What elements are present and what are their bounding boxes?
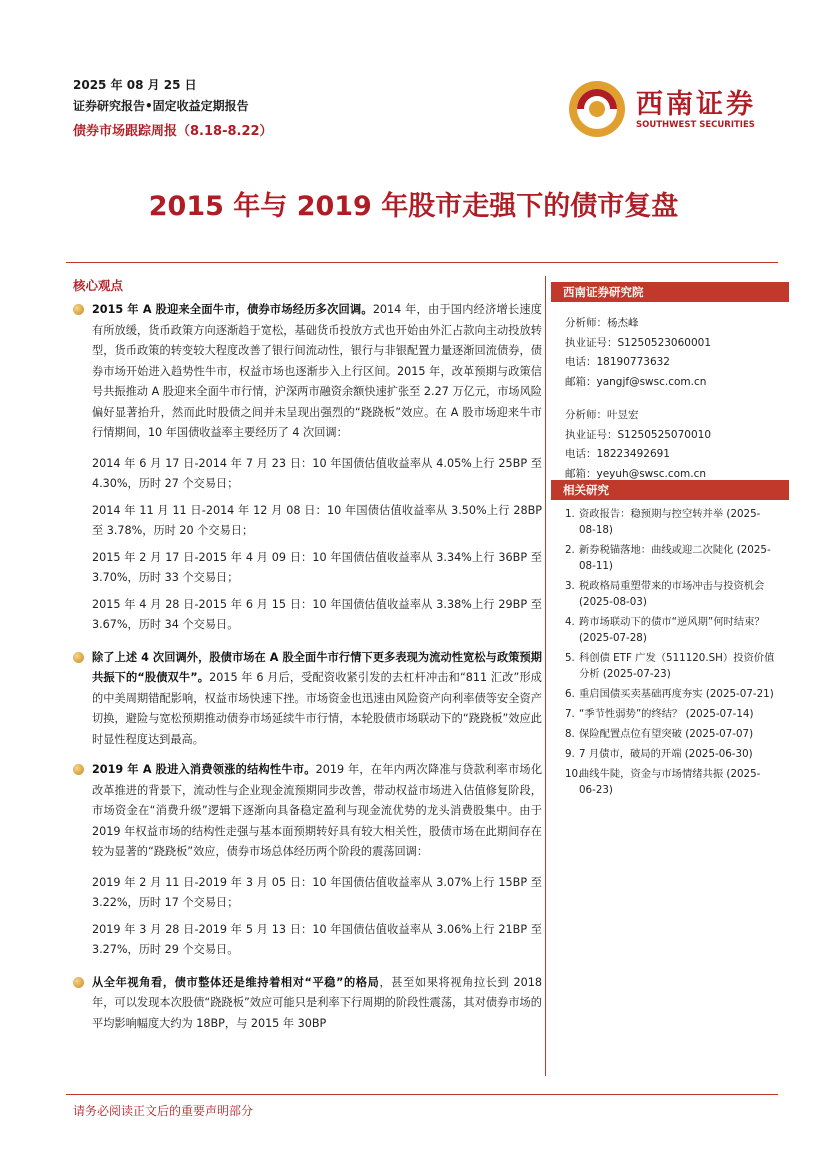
- related-item-number: 2.: [565, 544, 575, 556]
- related-item-number: 3.: [565, 580, 575, 592]
- related-item-number: 10.: [565, 768, 582, 780]
- related-item[interactable]: [565, 746, 777, 762]
- footer-divider: [66, 1094, 778, 1095]
- sub-item: 2019 年 2 月 11 日-2019 年 3 月 05 日：10 年国债估值收益率从 3.07%上行 15BP 至 3.22%，历时 17 个交易日；: [92, 875, 542, 909]
- sub-item: 2014 年 6 月 17 日-2014 年 7 月 23 日：10 年国债估值收益率从 4.05%上行 25BP 至 4.30%，历时 27 个交易日；: [92, 456, 542, 490]
- paragraph-body: 2019 年，在年内两次降准与贷款利率市场化改革推进的背景下，流动性与企业现金流预期同步改善，带动权益市场进入估值修复阶段，市场资金在“消费升级”逻辑下逐渐向具备稳定盈利与现金流优势的龙头消费股集中。由于 2019 年权益市场的结构性走强与基本面预期转好具有较大相关性，股债市场在此期间存在较为显著的“跷跷板”效应，债券市场总体经历两个阶段的震荡回调：: [92, 763, 543, 858]
- core-viewpoint-heading: 核心观点: [73, 278, 124, 293]
- paragraph-full-year: [70, 973, 542, 1035]
- related-item[interactable]: [565, 578, 777, 610]
- related-item[interactable]: [565, 686, 777, 702]
- company-logo: [566, 78, 766, 140]
- related-item-number: 7.: [565, 708, 575, 720]
- logo-emblem-icon: [566, 78, 628, 140]
- report-date: 2025 年 08 月 25 日: [73, 78, 197, 92]
- related-item-number: 9.: [565, 748, 575, 760]
- related-item-number: 1.: [565, 508, 575, 520]
- analyst-name: 分析师：杨杰峰: [565, 317, 639, 329]
- paragraph-2015: [70, 300, 542, 444]
- main-content: [70, 300, 542, 1044]
- related-item-text: 跨市场联动下的债市“逆风期”何时结束？ (2025-07-28): [579, 616, 765, 644]
- analyst-cert: 执业证号：S1250523060001: [565, 336, 712, 349]
- logo-english-name: SOUTHWEST SECURITIES: [636, 120, 755, 130]
- paragraph-2019: [70, 760, 542, 863]
- related-item[interactable]: [565, 650, 777, 682]
- related-item-number: 8.: [565, 728, 575, 740]
- sub-item: 2015 年 2 月 17 日-2015 年 4 月 09 日：10 年国债估值收益率从 3.34%上行 36BP 至 3.70%，历时 33 个交易日；: [92, 550, 542, 584]
- related-item[interactable]: [565, 614, 777, 646]
- analyst-email[interactable]: 邮箱：yangjf@swsc.com.cn: [565, 375, 707, 388]
- top-divider: [66, 262, 778, 263]
- sub-item: 2019 年 3 月 28 日-2019 年 5 月 13 日：10 年国债估值收益率从 3.06%上行 21BP 至 3.27%，历时 29 个交易日。: [92, 922, 542, 956]
- related-item-text: 新券税锚落地：曲线或迎二次陡化 (2025-08-11): [579, 544, 771, 572]
- sub-item: 2014 年 11 月 11 日-2014 年 12 月 08 日：10 年国债估值收益率从 3.50%上行 28BP 至 3.78%，历时 20 个交易日；: [92, 503, 542, 537]
- bullet-icon: [73, 304, 84, 315]
- page-title: 2015 年与 2019 年股市走强下的债市复盘: [148, 191, 679, 222]
- sub-item: 2015 年 4 月 28 日-2015 年 6 月 15 日：10 年国债估值收益率从 3.38%上行 29BP 至 3.67%，历时 34 个交易日。: [92, 597, 542, 631]
- related-item-number: 4.: [565, 616, 575, 628]
- related-item[interactable]: [565, 766, 777, 798]
- institute-header: 西南证券研究院: [551, 282, 789, 302]
- paragraph-body: 2014 年，由于国内经济增长速度有所放缓，货币政策方向逐渐趋于宽松，基础货币投放方式也开始由外汇占款向主动投放转型，货币政策的转变较大程度改善了银行间流动性，银行与非银配置力量逐渐回流债券，债券市场开始进入趋势性牛市，权益市场也逐渐步入上行区间。2015 年，改革预期与政策信号共振推动 A 股迎来全面牛市行情，沪深两市融资余额快速扩张至 2.27 万亿元，市场风险偏好显著抬升，然而此时股债之间并未呈现出强烈的“跷跷板”效应。在 A 股市场迎来牛市行情期间，10 年国债收益率主要经历了 4 次回调：: [92, 303, 542, 439]
- bullet-icon: [73, 764, 84, 775]
- paragraph-stock-bond-bull: [70, 648, 542, 751]
- related-item-text: 保险配置点位有望突破 (2025-07-07): [579, 728, 754, 740]
- analyst-info: [565, 314, 775, 484]
- related-item[interactable]: [565, 542, 777, 574]
- related-research-list: [565, 506, 777, 802]
- related-item-text: 曲线牛陡，资金与市场情绪共振 (2025-06-23): [579, 768, 761, 796]
- logo-chinese-name: 西南证券: [636, 89, 756, 120]
- paragraph-body: 2015 年 6 月后，受配资收紧引发的去杠杆冲击和“811 汇改”形成的中美周期错配影响，权益市场快速下挫。市场资金也迅速由风险资产向利率债等安全资产切换，避险与宽松预期推动债券市场延续牛市行情，本轮股债市场联动下的“跷跷板”效应此时显性程度达到最高。: [92, 671, 542, 746]
- paragraph-body: ，甚至如果将视角拉长到 2018 年，可以发现本次股债“跷跷板”效应可能只是利率下行周期的阶段性震荡，其对债券市场的平均影响幅度大约为 18BP，与 2015 年 30BP: [92, 975, 542, 1030]
- report-series: 债券市场跟踪周报（8.18-8.22）: [73, 124, 273, 139]
- analyst-cert: 执业证号：S1250525070010: [565, 428, 712, 441]
- related-item-text: “季节性弱势”的终结？ (2025-07-14): [579, 708, 754, 720]
- analyst-email[interactable]: 邮箱：yeyuh@swsc.com.cn: [565, 467, 707, 480]
- paragraph-lead: 除了上述 4 次回调外，股债市场在 A 股全面牛市行情下更多表现为流动性宽松与政策预期共振下的“股债双牛”。: [92, 650, 542, 684]
- column-divider: [545, 276, 546, 1076]
- related-item-text: 资政报告：稳预期与控空转并举 (2025-08-18): [579, 508, 761, 536]
- paragraph-lead: 2019 年 A 股进入消费领涨的结构性牛市。: [92, 763, 316, 776]
- related-item[interactable]: [565, 726, 777, 742]
- report-type: 证券研究报告•固定收益定期报告: [73, 99, 249, 113]
- paragraph-lead: 从全年视角看，债市整体还是维持着相对“平稳”的格局: [92, 975, 380, 989]
- paragraph-lead: 2015 年 A 股迎来全面牛市，债券市场经历多次回调。: [92, 303, 373, 316]
- related-item-text: 7 月债市，破局的开端 (2025-06-30): [579, 748, 753, 760]
- related-item-text: 重启国债买卖基础再度夯实 (2025-07-21): [579, 688, 774, 700]
- related-item-text: 科创债 ETF 广发（511120.SH）投资价值分析 (2025-07-23): [579, 652, 775, 680]
- footer-disclaimer[interactable]: 请务必阅读正文后的重要声明部分: [73, 1104, 254, 1118]
- bullet-icon: [73, 652, 84, 663]
- analyst-phone: 电话：18223492691: [565, 448, 670, 460]
- related-item-number: 5.: [565, 652, 575, 664]
- related-item[interactable]: [565, 706, 777, 722]
- analyst-phone: 电话：18190773632: [565, 356, 670, 368]
- related-item-number: 6.: [565, 688, 575, 700]
- related-research-header: 相关研究: [551, 480, 789, 500]
- analyst-name: 分析师：叶昱宏: [565, 409, 639, 421]
- bullet-icon: [73, 977, 84, 988]
- related-item-text: 税政格局重塑带来的市场冲击与投资机会 (2025-08-03): [579, 580, 765, 608]
- related-item[interactable]: [565, 506, 777, 538]
